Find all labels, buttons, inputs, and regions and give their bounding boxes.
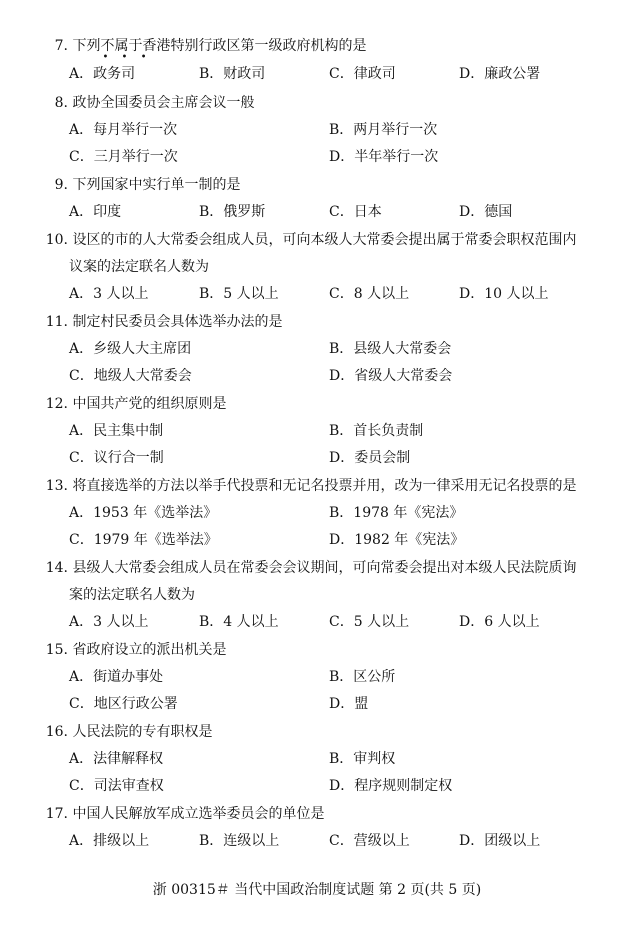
option-d: D．委员会制 xyxy=(329,450,411,466)
option-c: C．地级人大常委会 xyxy=(69,368,192,384)
option-d: D．廉政公署 xyxy=(459,66,541,82)
question-14-stem-continued: 案的法定联名人数为 xyxy=(69,587,195,603)
emphasized-word: 不属于 xyxy=(100,38,143,54)
question-16-stem xyxy=(34,722,212,742)
option-c: C．司法审查权 xyxy=(69,778,164,794)
option-d: D．德国 xyxy=(459,204,513,220)
question-text: 中国共产党的组织原则是 xyxy=(72,396,227,412)
emphasized-text xyxy=(100,38,152,63)
emphasis-dots: • • • xyxy=(102,52,152,63)
option-d: D．程序规则制定权 xyxy=(329,778,453,794)
question-text: 中国人民解放军成立选举委员会的单位是 xyxy=(72,806,325,822)
option-a: A．法律解释权 xyxy=(69,751,164,767)
option-a: A．3 人以上 xyxy=(69,614,149,630)
question-14-stem xyxy=(34,558,576,578)
option-c: C．营级以上 xyxy=(329,833,410,849)
question-number: 11. xyxy=(45,314,68,330)
option-d: D．盟 xyxy=(329,696,369,712)
option-b: B．俄罗斯 xyxy=(199,204,266,220)
question-8-stem xyxy=(34,93,254,113)
question-7-stem xyxy=(34,36,367,63)
option-b: B．4 人以上 xyxy=(199,614,279,630)
option-b: B．审判权 xyxy=(329,751,396,767)
question-10-stem xyxy=(34,230,576,250)
option-a: A．排级以上 xyxy=(69,833,150,849)
question-text-post: 香港特别行政区第一级政府机构的是 xyxy=(142,38,367,54)
option-a: A．印度 xyxy=(69,204,122,220)
question-text: 省政府设立的派出机关是 xyxy=(72,642,227,658)
question-number: 12. xyxy=(45,396,68,412)
option-c: C．1979 年《选举法》 xyxy=(69,532,218,548)
option-a: A．街道办事处 xyxy=(69,669,164,685)
option-b: B．区公所 xyxy=(329,669,396,685)
option-a: A．民主集中制 xyxy=(69,423,164,439)
option-c: C．三月举行一次 xyxy=(69,149,178,165)
option-a: A．政务司 xyxy=(69,66,136,82)
option-a: A．每月举行一次 xyxy=(69,122,178,138)
question-number: 15. xyxy=(45,642,68,658)
option-b: B．财政司 xyxy=(199,66,266,82)
option-c: C．议行合一制 xyxy=(69,450,164,466)
option-d: D．10 人以上 xyxy=(459,286,549,302)
option-d: D．省级人大常委会 xyxy=(329,368,453,384)
option-b: B．县级人大常委会 xyxy=(329,341,452,357)
option-b: B．1978 年《宪法》 xyxy=(329,505,464,521)
option-a: A．3 人以上 xyxy=(69,286,149,302)
option-d: D．1982 年《宪法》 xyxy=(329,532,465,548)
question-text: 制定村民委员会具体选举办法的是 xyxy=(72,314,283,330)
option-b: B．首长负责制 xyxy=(329,423,424,439)
option-b: B．两月举行一次 xyxy=(329,122,438,138)
question-text: 下列国家中实行单一制的是 xyxy=(72,177,241,193)
option-a: A．1953 年《选举法》 xyxy=(69,505,218,521)
question-text: 政协全国委员会主席会议一般 xyxy=(72,95,255,111)
question-number: 13. xyxy=(45,478,68,494)
option-c: C．日本 xyxy=(329,204,382,220)
question-text-pre: 下列 xyxy=(72,38,101,54)
option-a: A．乡级人大主席团 xyxy=(69,341,192,357)
option-c: C．律政司 xyxy=(329,66,396,82)
question-number: 10. xyxy=(45,232,68,248)
option-d: D．团级以上 xyxy=(459,833,541,849)
question-text: 将直接选举的方法以举手代投票和无记名投票并用，改为一律采用无记名投票的是 xyxy=(72,478,577,494)
question-text: 设区的市的人大常委会组成人员，可向本级人大常委会提出属于常委会职权范围内 xyxy=(72,232,577,248)
question-text: 县级人大常委会组成人员在常委会会议期间，可向常委会提出对本级人民法院质询 xyxy=(72,560,577,576)
option-c: C．5 人以上 xyxy=(329,614,410,630)
question-13-stem xyxy=(34,476,576,496)
option-c: C．地区行政公署 xyxy=(69,696,178,712)
question-number: 7. xyxy=(54,38,68,54)
option-d: D．半年举行一次 xyxy=(329,149,439,165)
question-12-stem xyxy=(34,394,226,414)
page-footer: 浙 00315＃ 当代中国政治制度试题 第 2 页(共 5 页) xyxy=(152,882,482,898)
question-10-stem-continued: 议案的法定联名人数为 xyxy=(69,259,209,275)
question-text: 人民法院的专有职权是 xyxy=(72,724,213,740)
option-d: D．6 人以上 xyxy=(459,614,540,630)
question-number: 17. xyxy=(45,806,68,822)
question-9-stem xyxy=(34,175,240,195)
option-c: C．8 人以上 xyxy=(329,286,410,302)
question-11-stem xyxy=(34,312,282,332)
question-15-stem xyxy=(34,640,226,660)
question-number: 9. xyxy=(54,177,68,193)
question-number: 14. xyxy=(45,560,68,576)
option-b: B．连级以上 xyxy=(199,833,280,849)
question-number: 16. xyxy=(45,724,68,740)
option-b: B．5 人以上 xyxy=(199,286,279,302)
question-17-stem xyxy=(34,804,324,824)
question-number: 8. xyxy=(54,95,68,111)
